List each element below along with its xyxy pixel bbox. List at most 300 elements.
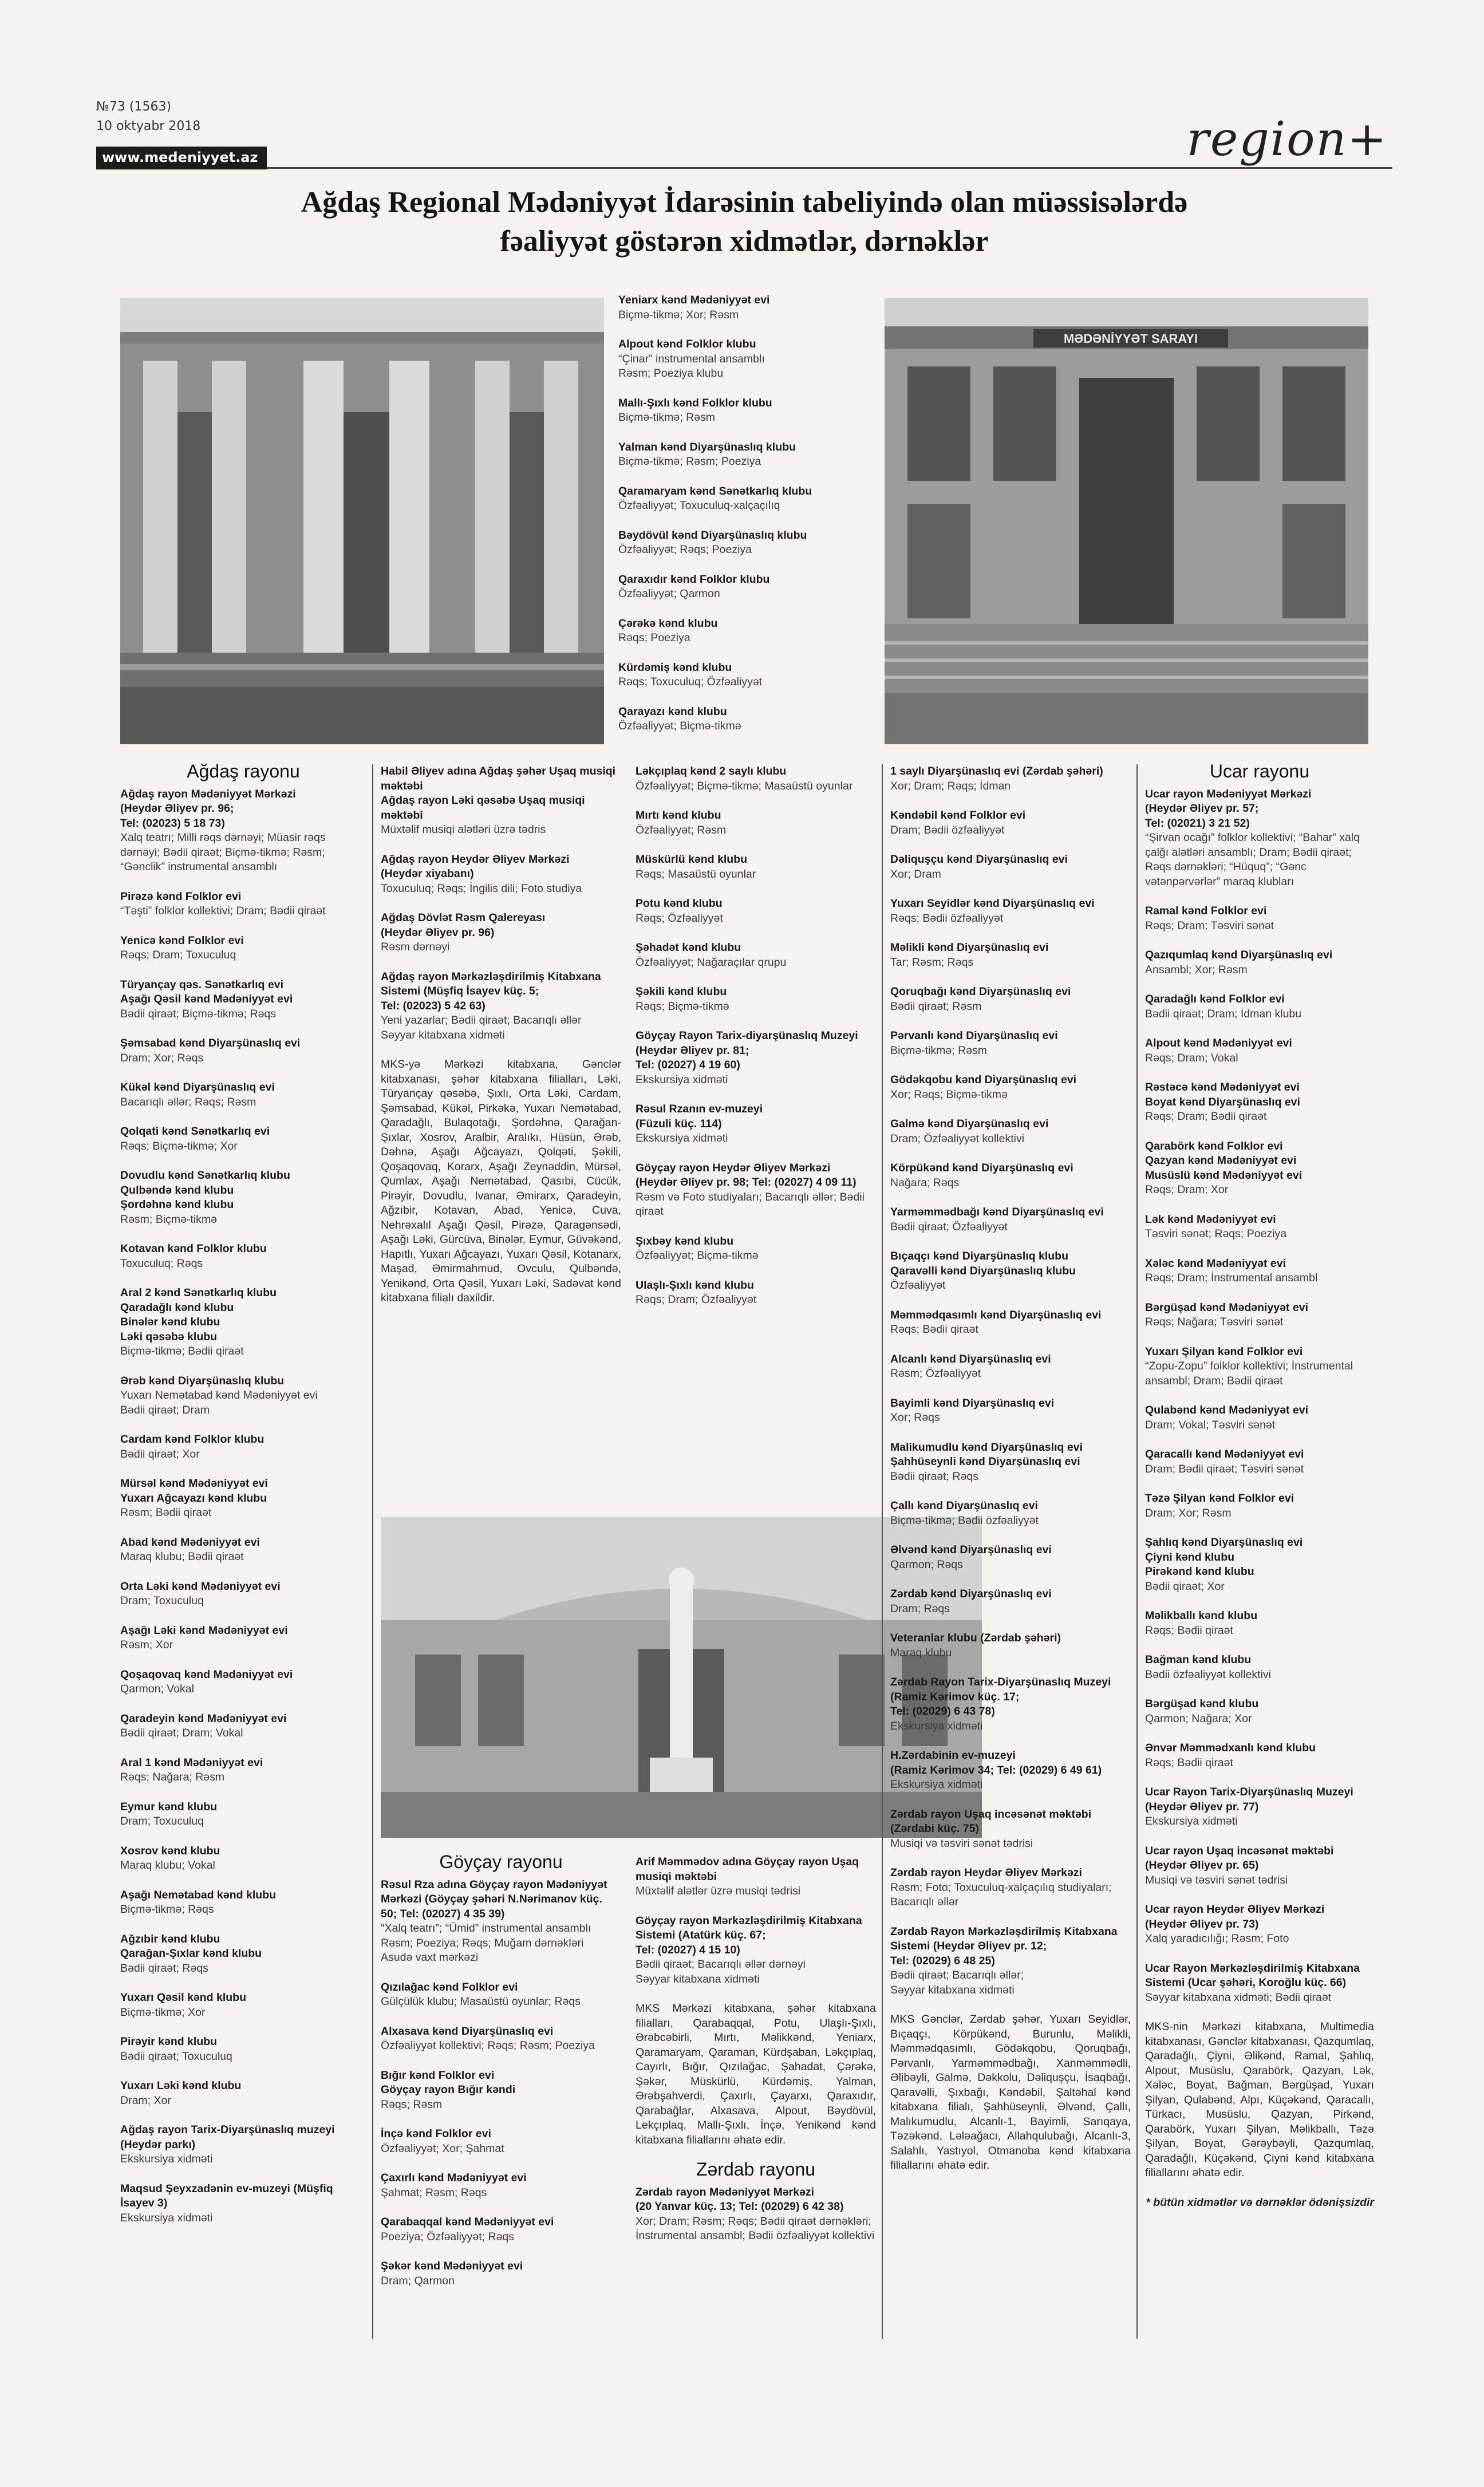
entry-name: Gödəkqobu kənd Diyarşünaslıq evi: [890, 1073, 1077, 1086]
list-item: [120, 1668, 366, 1697]
entry-name: Təzə Şilyan kənd Folklor evi: [1145, 1492, 1294, 1505]
entry-description: Biçmə-tikmə; Bədii özfəaliyyət: [890, 1514, 1039, 1527]
entry-name: Eymur kənd klubu: [120, 1800, 218, 1813]
entry-name: Şəmsabad kənd Diyarşünaslıq evi: [120, 1037, 301, 1049]
entry-description: Biçmə-tikmə; Bədii qiraət: [120, 1345, 244, 1357]
column-agdas-1: [120, 761, 366, 2240]
list-item: [381, 970, 621, 1043]
list-item: [120, 1844, 366, 1873]
list-item: [120, 2123, 366, 2167]
list-item: [1145, 904, 1374, 933]
list-agdas-1: [120, 787, 366, 2226]
entry-description: Ekskursiya xidməti: [636, 1132, 728, 1144]
entry-description: Ekskursiya xidməti: [120, 2153, 213, 2165]
building-photo-left-image: [120, 298, 604, 744]
entry-description: Rəqs; Masaüstü oyunlar: [636, 867, 756, 881]
entry-name: Çallı kənd Diyarşünaslıq evi: [890, 1499, 1038, 1512]
entry-description: Musiqi və təsviri sənət tədrisi: [890, 1837, 1033, 1850]
list-item: [120, 2182, 366, 2226]
list-item: [890, 1205, 1131, 1234]
list-item: [636, 897, 876, 926]
entry-description: Xor; Dram; Rəqs; İdman: [890, 779, 1011, 792]
entry-description: Rəqs; Biçmə-tikmə: [636, 1000, 729, 1013]
list-item: [1145, 1491, 1374, 1521]
entry-name: Yuxarı Ləki kənd klubu: [120, 2079, 242, 2092]
list-item: [120, 1932, 366, 1976]
list-item: [1145, 1741, 1374, 1770]
entry-description: “Çinar” instrumental ansamblı Rəsm; Poeziya klubu: [618, 352, 765, 380]
entry-name: Bərgüşad kənd Mədəniyyət evi: [1145, 1301, 1309, 1314]
column-goycay-b: [636, 1855, 876, 2259]
entry-description: Rəsm dərnəyi: [381, 941, 450, 953]
entry-description: Bədii qiraət; Xor: [1145, 1580, 1225, 1593]
entry-description: Xor; Dram: [890, 867, 941, 881]
entry-name: Ərəb kənd Diyarşünaslıq klubu: [120, 1374, 285, 1387]
list-item: [120, 1477, 366, 1521]
entry-description: Musiqi və təsviri sənət tədrisi: [1145, 1873, 1288, 1886]
list-item: [1145, 1785, 1374, 1829]
entry-description: Ekskursiya xidməti: [890, 1719, 983, 1732]
entry-description: Bədii qiraət; Xor: [120, 1447, 200, 1460]
entry-name: Aşağı Nemətabad kənd klubu: [120, 1888, 276, 1901]
list-item: [381, 2259, 621, 2288]
agdas-mks-paragraph: MKS-yə Mərkəzi kitabxana, Gənclər kitabxanası, şəhər kitabxana filialları, Ləki, Türyançay qəsəbə, Şıxlı, Orta Ləki, Cardam, Şəmsabad, Kükəl, Pirkəkə, Yuxarı Nemətabad, Qaradağlı, Bulaqotağı, Şordəhnə, Qarağan-Şıxlar, Xosrov, Aralbir, Aralıkı, Hüsün, Ərəb, Dəhnə, Aşağı Ağcayazı, Qolqəti, Şəkili, Qoşaqovaq, Korarx, Aşağı Zeynəddin, Mürsəl, Qumlax, Aşağı Nemətabad, Qasıbi, Cücük, Pirəyir, Dovudlu, Ivanar, Əmirarx, Qaradeyin, Ağzıbir, Kotavan, Abad, Yenicə, Cuva, Nehrəxalıl Aşağı Qəsil, Pirəzə, Qaragənsədi, Aşağı Ləki, Gürcüva, Binələr, Eymur, Güvəkənd, Hapıtlı, Yuxarı Ağcayazı, Yuxarı Qəsil, Kotanarx, Maşad, Əmirmahmud, Ovculu, Qulbəndə, Yenikənd, Orta Qəsil, Yuxarı Ləki, Sadəvat kənd kitabxana filialı daxildir.: [381, 1058, 621, 1304]
entry-name: Dəliquşçu kənd Diyarşünaslıq evi: [890, 853, 1068, 866]
entry-name: Qarayazı kənd klubu: [618, 705, 727, 718]
entry-name: Ənvər Məmmədxanlı kənd klubu: [1145, 1742, 1316, 1754]
list-item: [890, 1029, 1131, 1058]
entry-description: Bədii qiraət; Rəqs: [890, 1470, 978, 1483]
issue-date: 10 oktyabr 2018: [96, 119, 201, 133]
entry-description: Müxtəlif musiqi alətləri üzrə tədris: [381, 823, 546, 836]
list-item: [618, 396, 870, 425]
entry-name: Dovudlu kənd Sənətkarlıq klubu Qulbəndə kənd klubu Şordəhnə kənd klubu: [120, 1169, 290, 1211]
entry-description: “Zopu-Zopu” folklor kollektivi; İnstrumental ansambl; Dram; Bədii qiraət: [1145, 1360, 1353, 1387]
column-divider-2: [882, 764, 883, 2339]
list-item: [618, 440, 870, 469]
list-item: [636, 985, 876, 1014]
entry-name: Ucar Rayon Mərkəzləşdirilmiş Kitabxana Sistemi (Ucar şəhəri, Koroğlu küç. 66): [1145, 1961, 1360, 1989]
entry-name: Orta Ləki kənd Mədəniyyət evi: [120, 1580, 281, 1593]
entry-name: Qulabənd kənd Mədəniyyət evi: [1145, 1404, 1308, 1416]
entry-description: Biçmə-tikmə; Rəsm; Poeziya: [618, 455, 761, 468]
entry-description: “Xalq teatrı”; “Ümid” instrumental ansamblı Rəsm; Poeziya; Rəqs; Muğam dərnəkləri Asudə vaxt mərkəzi: [381, 1922, 591, 1964]
entry-name: Galmə kənd Diyarşünaslıq evi: [890, 1118, 1049, 1130]
entry-name: Abad kənd Mədəniyyət evi: [120, 1535, 260, 1549]
entry-name: Qaracallı kənd Mədəniyyət evi: [1145, 1448, 1304, 1460]
entry-description: Rəqs; Özfəaliyyət: [636, 911, 723, 925]
list-item: [890, 941, 1131, 970]
entry-description: Bədii qiraət; Rəqs: [120, 1961, 208, 1975]
entry-name: 1 saylı Diyarşünaslıq evi (Zərdab şəhəri): [890, 765, 1103, 777]
entry-name: Yenicə kənd Folklor evi: [120, 934, 244, 947]
list-item: [120, 787, 366, 875]
list-item: [120, 1036, 366, 1065]
entry-description: Rəqs; Dram; Xor: [1145, 1183, 1229, 1196]
entry-description: Bədii qiraət; Bacarıqlı əllər dərnəyi Səyyar kitabxana xidməti: [636, 1958, 806, 1985]
entry-description: Səyyar kitabxana xidməti; Bədii qiraət: [1145, 1991, 1332, 2004]
column-zardab: [890, 764, 1131, 2188]
entry-description: Rəsm; Biçmə-tikmə: [120, 1213, 218, 1226]
list-item: [1145, 1609, 1374, 1638]
zardab-mks-paragraph: MKS Gənclər, Zərdab şəhər, Yuxarı Seyidlər, Bıçaqçı, Körpükənd, Burunlu, Məlikli, Məmmədqasımlı, Gödəkqobu, Qoruqbağı, Pərvanlı, Yarməmmədbağı, Xanməmmədli, Əlibəyli, Galmə, Dəkkolu, Dəliquşçu, İsaqbağı, Qaravəlli, Şıxbağı, Kəndəbil, Şaltəhal kənd kitabxana filialı, Şahhüseynli, Əlvənd, Çallı, Malıkumudlu, Alcanlı-1, Bayimli, Sarıqaya, Təzəkənd, Lələağacı, Allahqulubağı, Alcanlı-3, Salahlı, Yastıyol, Otmanoba kənd kitabxana filiallarını əhatə edir.: [890, 2013, 1131, 2172]
entry-description: Dram; Xor; Rəsm: [1145, 1506, 1232, 1519]
entry-description: Tar; Rəsm; Rəqs: [890, 956, 974, 969]
entry-name: Şəkər kənd Mədəniyyət evi: [381, 2260, 523, 2272]
entry-description: Şahmat; Rəsm; Rəqs: [381, 2186, 487, 2199]
list-item: [890, 897, 1131, 926]
list-item: [636, 1234, 876, 1264]
entry-name: Qoşaqovaq kənd Mədəniyyət evi: [120, 1668, 293, 1681]
list-item: [618, 337, 870, 381]
list-item: [1145, 1902, 1374, 1947]
entry-description: Dram; Vokal; Təsviri sənət: [1145, 1418, 1276, 1431]
list-item: [890, 985, 1131, 1014]
entry-description: Rəqs; Bədii qiraət: [890, 1323, 978, 1336]
list-item: [120, 1800, 366, 1829]
entry-name: Zərdab rayon Mədəniyyət Mərkəzi (20 Yanvar küç. 13; Tel: (02029) 6 42 38): [636, 2185, 844, 2213]
entry-name: Ağdaş rayon Mədəniyyət Mərkəzi (Heydər Əliyev pr. 96; Tel: (02023) 5 18 73): [120, 787, 296, 830]
entry-name: Bığır kənd Folklor evi Göyçay rayon Bığır kəndi: [381, 2068, 516, 2096]
entry-description: Təsviri sənət; Rəqs; Poeziya: [1145, 1227, 1287, 1240]
list-item: [890, 852, 1131, 882]
list-goycay-a: [381, 1878, 621, 2289]
entry-name: Şəhadət kənd klubu: [636, 941, 741, 954]
entry-name: Qaradağlı kənd Folklor evi: [1145, 993, 1285, 1005]
entry-name: Ağdaş rayon Mərkəzləşdirilmiş Kitabxana Sistemi (Müşfiq İsayev küç. 5; Tel: (02023) 5 42 63): [381, 970, 601, 1012]
list-item: [890, 1499, 1131, 1528]
list-item: [1145, 1257, 1374, 1286]
list-item: [381, 852, 621, 897]
list-item: [890, 1249, 1131, 1293]
goycay-mks-paragraph: MKS Mərkəzi kitabxana, şəhər kitabxana filialları, Qarabaqqal, Potu, Ulaşlı-Şıxlı, Ərəbcəbirli, Mırtı, Məlikkənd, Yeniarx, Qaramaryam, Qaraman, Kürdşaban, Ləkçıplaq, Cayırlı, Bığır, Qızılağac, Şahadat, Çərəkə, Şəkər, Müskürlü, Kürdəmiş, Yalman, Ərəbşahverdi, Çaxırlı, Çayarxı, Qaraxıdır, Qarabağlar, Alxasava, Alpout, Bəydövül, Lekçıplaq, Mallı-Şıxlı, İnçə, Yenikənd kənd kitabxana filiallarını əhatə edir.: [636, 2002, 876, 2146]
entry-name: Malikumudlu kənd Diyarşünaslıq evi Şahhüseynli kənd Diyarşünaslıq evi: [890, 1440, 1083, 1468]
entry-name: Xosrov kənd klubu: [120, 1844, 220, 1857]
zardab-rayon-title: Zərdab rayonu: [696, 2159, 816, 2180]
list-item: [636, 1029, 876, 1087]
site-url[interactable]: www.medeniyyet.az: [96, 147, 267, 169]
entry-name: Veteranlar klubu (Zərdab şəhəri): [890, 1632, 1061, 1644]
list-item: [1145, 1080, 1374, 1124]
entry-description: Rəqs; Dram; Bədii qiraət: [1145, 1110, 1267, 1123]
entry-name: Qarabaqqal kənd Mədəniyyət evi: [381, 2216, 554, 2228]
list-item: [618, 705, 870, 734]
list-item: [890, 1161, 1131, 1190]
entry-name: İnçə kənd Folklor evi: [381, 2127, 491, 2140]
entry-description: Rəqs; Dram; Özfəaliyyət: [636, 1293, 757, 1306]
list-item: [1145, 1403, 1374, 1432]
entry-description: Ansambl; Xor; Rəsm: [1145, 963, 1248, 976]
entry-description: Qarmon; Rəqs: [890, 1558, 963, 1571]
list-item: [1145, 1844, 1374, 1888]
entry-name: Zərdab kənd Diyarşünaslıq evi: [890, 1588, 1052, 1600]
list-item: [1145, 1345, 1374, 1389]
entry-description: Xor; Dram; Rəsm; Rəqs; Bədii qiraət dərnəkləri; İnstrumental ansambl; Bədii özfəaliyyət kollektivi: [636, 2214, 875, 2242]
footnote: * bütün xidmətlər və dərnəklər ödənişsizdir: [1146, 2196, 1374, 2209]
entry-name: Ucar rayon Uşaq incəsənət məktəbi (Heydər Əliyev pr. 65): [1145, 1844, 1334, 1872]
list-item: [890, 1352, 1131, 1381]
entry-name: Kəndəbil kənd Folklor evi: [890, 809, 1026, 822]
entry-description: Rəqs; Bədii qiraət: [1145, 1624, 1233, 1637]
entry-description: Dram; Xor: [120, 2094, 171, 2107]
entry-description: Bədii qiraət; Dram; İdman klubu: [1145, 1007, 1302, 1020]
entry-name: Bərgüşad kənd klubu: [1145, 1698, 1259, 1710]
entry-description: Dram; Xor; Rəqs: [120, 1051, 204, 1064]
list-item: [890, 1117, 1131, 1146]
entry-description: Toxuculuq; Rəqs; İngilis dili; Foto studiya: [381, 882, 582, 895]
list-item: [890, 1748, 1131, 1793]
entry-name: Mürsəl kənd Mədəniyyət evi Yuxarı Ağcayazı kənd klubu: [120, 1477, 268, 1505]
list-item: [381, 1980, 621, 2010]
entry-description: Özfəaliyyət; Rəsm: [636, 823, 727, 836]
list-item: [890, 1675, 1131, 1734]
entry-name: Pirəzə kənd Folklor evi: [120, 890, 242, 903]
entry-name: Aral 2 kənd Sənətkarlıq klubu Qaradağlı kənd klubu Binələr kənd klubu Ləki qəsəbə klubu: [120, 1286, 277, 1343]
list-item: [120, 1432, 366, 1462]
entry-description: Özfəaliyyət; Rəqs; Poeziya: [618, 543, 752, 556]
entry-name: Kürdəmiş kənd klubu: [618, 661, 732, 674]
list-item: [120, 1991, 366, 2020]
column-agdas-2: [381, 764, 621, 1321]
list-item: [120, 934, 366, 963]
list-item: [381, 2127, 621, 2156]
list-item: [120, 890, 366, 919]
list-item: [890, 1866, 1131, 1910]
list-item: [1145, 1301, 1374, 1330]
headline-line-2: fəaliyyət göstərən xidmətlər, dərnəklər: [500, 225, 989, 258]
agdas-rayon-title: Ağdaş rayonu: [187, 761, 300, 781]
entry-name: Yeniarx kənd Mədəniyyət evi: [618, 294, 770, 306]
list-item: [381, 2024, 621, 2054]
entry-description: Maraq klubu; Bədii qiraət: [120, 1550, 244, 1563]
entry-description: Xor; Rəqs; Biçmə-tikmə: [890, 1088, 1008, 1101]
list-item: [1145, 1447, 1374, 1477]
entry-name: Kotavan kənd Folklor klubu: [120, 1242, 267, 1255]
entry-description: Özfəaliyyət; Toxuculuq-xalçaçılıq: [618, 499, 780, 512]
entry-name: Rəsul Rzanın ev-muzeyi (Füzuli küç. 114): [636, 1103, 763, 1130]
entry-description: Bədii qiraət; Özfəaliyyət: [890, 1220, 1008, 1233]
entry-description: Nağara; Rəqs: [890, 1176, 960, 1189]
entry-name: Cardam kənd Folklor klubu: [120, 1433, 265, 1446]
list-item: [1145, 787, 1374, 890]
entry-name: Ağzıbir kənd klubu Qarağan-Şıxlar kənd klubu: [120, 1932, 262, 1960]
section-brand: region+: [1186, 112, 1388, 167]
entry-description: Biçmə-tikmə; Rəsm: [618, 411, 716, 424]
list-item: [120, 1242, 366, 1271]
entry-name: Məlikballı kənd klubu: [1145, 1609, 1258, 1622]
entry-description: Özfəaliyyət; Nağaraçılar qrupu: [636, 956, 787, 969]
entry-description: Ekskursiya xidməti: [890, 1778, 983, 1791]
building-sign-text: MƏDƏNİYYƏT SARAYI: [1063, 331, 1198, 346]
entry-name: Bəydövül kənd Diyarşünaslıq klubu: [618, 528, 807, 542]
entry-name: Ramal kənd Folklor evi: [1145, 905, 1267, 917]
entry-description: Rəsm; Xor: [120, 1639, 173, 1651]
entry-name: Alcanlı kənd Diyarşünaslıq evi: [890, 1352, 1051, 1365]
entry-name: Arif Məmmədov adına Göyçay rayon Uşaq musiqi məktəbi: [636, 1856, 859, 1883]
list-item: [1145, 1036, 1374, 1065]
list-item: [636, 941, 876, 970]
masthead-rule: [267, 167, 1392, 169]
entry-description: Poeziya; Özfəaliyyət; Rəqs: [381, 2230, 515, 2243]
entry-description: Özfəaliyyət kollektivi; Rəqs; Rəsm; Poeziya: [381, 2039, 595, 2052]
entry-name: Yalman kənd Diyarşünaslıq klubu: [618, 440, 796, 453]
list-item: [890, 1925, 1131, 1998]
entry-name: Maqsud Şeyxzadənin ev-muzeyi (Müşfiq İsayev 3): [120, 2182, 333, 2209]
entry-description: Xalq yaradıcılığı; Rəsm; Foto: [1145, 1932, 1289, 1945]
entry-name: Göyçay rayon Mərkəzləşdirilmiş Kitabxana Sistemi (Atatürk küç. 67; Tel: (02027) 4 15 10): [636, 1914, 862, 1956]
entry-description: Dram; Bədii qiraət; Təsviri sənət: [1145, 1462, 1304, 1475]
entry-name: Qızılağac kənd Folklor evi: [381, 1980, 518, 1993]
list-item: [618, 484, 870, 514]
entry-name: Qaramaryam kənd Sənətkarlıq klubu: [618, 484, 812, 498]
entry-name: Habil Əliyev adına Ağdaş şəhər Uşaq musiqi məktəbi Ağdaş rayon Ləki qəsəbə Uşaq musiqi məktəbi: [381, 765, 616, 822]
entry-description: Bədii qiraət; Rəsm: [890, 1000, 982, 1013]
entry-name: Şahlıq kənd Diyarşünaslıq evi Çiyni kənd klubu Pirəkənd kənd klubu: [1145, 1536, 1303, 1578]
list-item: [120, 1712, 366, 1741]
list-item: [890, 1587, 1131, 1616]
entry-description: Bədii qiraət; Biçmə-tikmə; Rəqs: [120, 1007, 277, 1020]
entry-name: Qoruqbağı kənd Diyarşünaslıq evi: [890, 985, 1071, 998]
entry-name: Yuxarı Qəsil kənd klubu: [120, 1991, 246, 2004]
entry-name: Kükəl kənd Diyarşünaslıq evi: [120, 1081, 275, 1094]
entry-description: Biçmə-tikmə; Xor: [120, 2006, 206, 2019]
list-item: [636, 2185, 876, 2244]
entry-description: Biçmə-tikmə; Rəqs: [120, 1903, 214, 1916]
list-item: [890, 808, 1131, 838]
list-item: [120, 2035, 366, 2064]
building-photo-right: [885, 298, 1368, 744]
list-item: [1145, 1697, 1374, 1726]
list-item: [1145, 1961, 1374, 2006]
entry-description: Xalq teatrı; Milli rəqs dərnəyi; Müasir rəqs dərnəyi; Bədii qiraət; Biçmə-tikmə; Rəsm; “Gənclik” instrumental ansamblı: [120, 831, 326, 873]
entry-description: Rəsm; Foto; Toxuculuq-xalçaçılıq studiyaları; Bacarıqlı əllər: [890, 1881, 1112, 1908]
entry-description: Biçmə-tikmə; Rəsm: [890, 1044, 988, 1057]
entry-name: Çaxırlı kənd Mədəniyyət evi: [381, 2172, 527, 2184]
list-item: [381, 911, 621, 955]
entry-description: Rəqs; Dram; Toxuculuq: [120, 949, 236, 961]
list-item: [1145, 992, 1374, 1021]
entry-description: Özfəaliyyət; Biçmə-tikmə: [636, 1249, 759, 1262]
entry-name: Ağdaş rayon Tarix-Diyarşünaslıq muzeyi (Heydər parkı): [120, 2123, 335, 2151]
entry-name: Yarməmmədbağı kənd Diyarşünaslıq evi: [890, 1206, 1104, 1218]
entry-description: Özfəaliyyət; Biçmə-tikmə: [618, 720, 741, 732]
list-item: [636, 1161, 876, 1219]
entry-description: Dram; Rəqs: [890, 1602, 950, 1615]
entry-name: Göyçay rayon Heydər Əliyev Mərkəzi (Heydər Əliyev pr. 98; Tel: (02027) 4 09 11): [636, 1161, 857, 1189]
list-item: [1145, 1535, 1374, 1594]
list-item: [120, 1624, 366, 1653]
entry-name: Zərdab Rayon Tarix-Diyarşünaslıq Muzeyi (Ramiz Kərimov küç. 17; Tel: (02029) 6 43 78): [890, 1676, 1111, 1718]
entry-description: Yeni yazarlar; Bədii qiraət; Bacarıqlı əllər Səyyar kitabxana xidməti: [381, 1014, 582, 1041]
entry-description: Qarmon; Nağara; Xor: [1145, 1712, 1252, 1725]
list-item: [120, 1169, 366, 1227]
entry-description: Rəqs; Dram; Vokal: [1145, 1051, 1238, 1064]
column-goycay-a: [381, 1852, 621, 2303]
list-item: [636, 1278, 876, 1308]
entry-name: Bayimli kənd Diyarşünaslıq evi: [890, 1396, 1055, 1410]
entry-description: Bədii qiraət; Dram; Vokal: [120, 1727, 243, 1739]
entry-name: Göyçay Rayon Tarix-diyarşünaslıq Muzeyi (Heydər Əliyev pr. 81; Tel: (02027) 4 19 60): [636, 1029, 858, 1071]
list-item: [890, 1396, 1131, 1426]
entry-name: Çərəkə kənd klubu: [618, 617, 718, 630]
entry-description: Rəqs; Bədii qiraət: [1145, 1756, 1233, 1769]
list-item: [120, 1080, 366, 1110]
entry-description: Dram; Qarmon: [381, 2274, 455, 2287]
list-item: [890, 764, 1131, 794]
entry-name: Rəsul Rza adına Göyçay rayon Mədəniyyət Mərkəzi (Göyçay şəhəri N.Nərimanov küç. 50; Tel: (02027) 4 35 39): [381, 1878, 607, 1920]
list-item: [120, 1888, 366, 1917]
list-item: [120, 1756, 366, 1785]
building-photo-left: [120, 298, 604, 744]
entry-name: Məmmədqasımlı kənd Diyarşünaslıq evi: [890, 1308, 1102, 1321]
entry-name: Mırtı kənd klubu: [636, 809, 721, 822]
entry-description: Özfəaliyyət; Xor; Şahmat: [381, 2142, 504, 2155]
entry-name: Ağdaş Dövlət Rəsm Qalereyası (Heydər Əliyev pr. 96): [381, 911, 546, 939]
list-item: [1145, 1139, 1374, 1198]
entry-name: Yuxarı Şilyan kənd Folklor evi: [1145, 1345, 1303, 1358]
entry-name: Ağdaş rayon Heydər Əliyev Mərkəzi (Heydər xiyabanı): [381, 852, 570, 880]
entry-description: Biçmə-tikmə; Xor; Rəsm: [618, 308, 739, 321]
entry-description: Bədii qiraət; Bacarıqlı əllər; Səyyar kitabxana xidməti: [890, 1969, 1024, 1996]
list-item: [890, 1308, 1131, 1337]
list-item: [618, 573, 870, 602]
page-headline: [172, 183, 1317, 261]
entry-description: Rəqs; Nağara; Rəsm: [120, 1771, 225, 1783]
list-ucar: [1145, 787, 1374, 2006]
entry-name: Potu kənd klubu: [636, 897, 723, 910]
list-item: [120, 1374, 366, 1418]
entry-name: Qolqati kənd Sənətkarlıq evi: [120, 1125, 270, 1138]
entry-name: Mallı-Şıxlı kənd Folklor klubu: [618, 396, 772, 409]
column-divider-1: [372, 764, 373, 2339]
entry-name: Türyançay qəs. Sənətkarlıq evi Aşağı Qəsil kənd Mədəniyyət evi: [120, 978, 293, 1005]
goycay-rayon-title: Göyçay rayonu: [439, 1852, 563, 1872]
entry-name: Rəstəcə kənd Mədəniyyət evi Boyat kənd Diyarşünaslıq evi: [1145, 1081, 1300, 1108]
entry-name: Məlikli kənd Diyarşünaslıq evi: [890, 941, 1049, 954]
ucar-rayon-title: Ucar rayonu: [1209, 761, 1310, 781]
entry-description: “Təşti” folklor kollektivi; Dram; Bədii qiraət: [120, 905, 326, 917]
list-item: [890, 1543, 1131, 1572]
entry-name: Xələc kənd Mədəniyyət evi: [1145, 1257, 1286, 1270]
entry-description: Müxtəlif alətlər üzrə musiqi tədrisi: [636, 1885, 801, 1897]
entry-name: Zərdab rayon Heydər Əliyev Mərkəzi: [890, 1866, 1082, 1879]
entry-name: Alpout kənd Mədəniyyət evi: [1145, 1037, 1292, 1049]
list-item: [381, 2215, 621, 2244]
entry-name: Ləkçıplaq kənd 2 saylı klubu: [636, 765, 787, 777]
list-item: [636, 1102, 876, 1146]
entry-name: Ucar rayon Mədəniyyət Mərkəzi (Heydər Əliyev pr. 57; Tel: (02021) 3 21 52): [1145, 787, 1312, 830]
entry-description: Rəqs; Biçmə-tikmə; Xor: [120, 1139, 238, 1152]
list-item: [636, 808, 876, 838]
list-goycay-b: [636, 1855, 876, 1987]
list-item: [890, 1631, 1131, 1660]
entry-description: Gülçülük klubu; Masaüstü oyunlar; Rəqs: [381, 1995, 581, 2008]
entry-description: Dram; Bədii özfəaliyyət: [890, 823, 1005, 836]
entry-name: Zərdab rayon Uşaq incəsənət məktəbi (Zərdabi küç. 75): [890, 1807, 1092, 1835]
issue-info: [96, 97, 200, 136]
entry-name: Müskürlü kənd klubu: [636, 853, 748, 866]
list-col3-top: [636, 764, 876, 1308]
issue-number: №73 (1563): [96, 100, 172, 114]
list-item: [120, 1124, 366, 1154]
entry-description: Maraq klubu; Vokal: [120, 1859, 215, 1872]
entry-description: Qarmon; Vokal: [120, 1683, 194, 1695]
entry-description: Rəsm; Özfəaliyyət: [890, 1367, 981, 1380]
column-top-middle: [618, 293, 870, 749]
entry-name: Bıçaqçı kənd Diyarşünaslıq klubu Qaravəlli kənd Diyarşünaslıq klubu: [890, 1250, 1076, 1277]
list-item: [1145, 1653, 1374, 1682]
entry-description: Bədii qiraət; Toxuculuq: [120, 2050, 232, 2063]
